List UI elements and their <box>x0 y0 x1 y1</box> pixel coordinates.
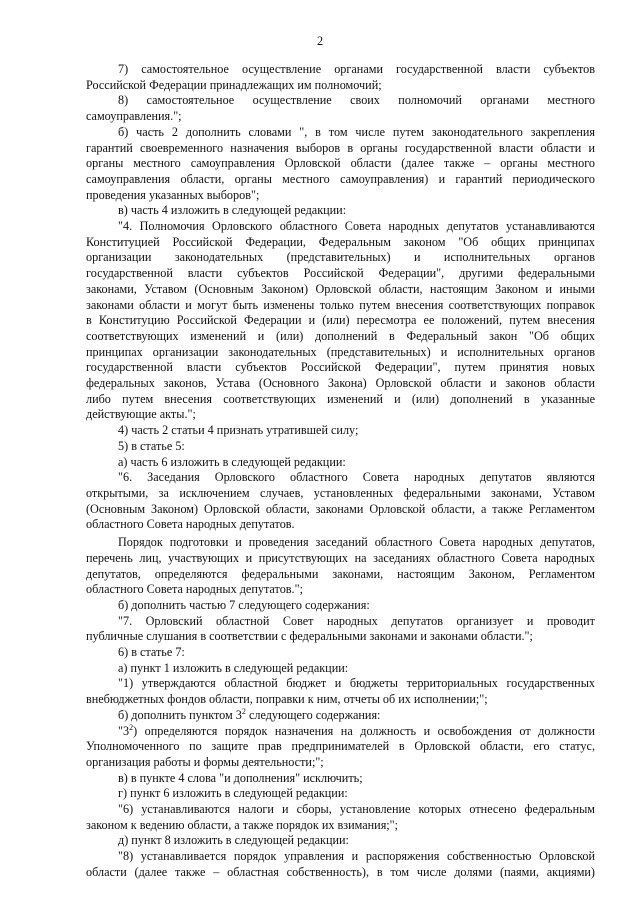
text-segment: (Основным Законом) Орловской области, законами Орловской области, а также Регламентом <box>86 501 595 516</box>
text-line <box>86 676 595 692</box>
text-segment: законом к ведению области, а также порядок их взимания;"; <box>86 817 399 832</box>
text-segment: законами области и могут быть изменены только путем внесения соответствующих поправок <box>86 297 595 312</box>
text-line <box>86 93 595 109</box>
text-line <box>86 645 595 661</box>
text-line <box>86 486 595 502</box>
text-line <box>86 141 595 157</box>
text-segment: организации законодательных (представительных) и исполнительных органов <box>86 250 595 265</box>
text-segment: 6) в статье 7: <box>118 645 185 660</box>
text-line <box>86 407 595 423</box>
text-line <box>86 392 595 408</box>
text-segment: организация работы и формы деятельности;"; <box>86 754 324 769</box>
text-segment: публичные слушания в соответствии с федеральными законами и законами области."; <box>86 629 533 644</box>
text-segment: областного Совета народных депутатов."; <box>86 582 303 597</box>
text-segment: "8) устанавливается порядок управления и распоряжения собственностью Орловской <box>118 849 595 864</box>
text-line <box>86 598 595 614</box>
text-line <box>86 755 595 771</box>
text-segment: перечень лиц, участвующих и присутствующих на заседаниях областного Совета народных <box>86 550 595 565</box>
text-line <box>86 470 595 486</box>
text-line <box>86 266 595 282</box>
text-line <box>86 439 595 455</box>
text-segment: "6. Заседания Орловского областного Совета народных депутатов являются <box>118 470 595 485</box>
text-line <box>86 78 595 94</box>
text-segment: ) определяются порядок назначения на должность и освобождения от должности <box>133 723 595 738</box>
text-line <box>86 203 595 219</box>
text-segment: в) часть 4 изложить в следующей редакции: <box>118 203 347 218</box>
text-line <box>86 282 595 298</box>
text-line <box>86 423 595 439</box>
text-segment: в) в пункте 4 слова "и дополнения" исключить; <box>118 770 363 785</box>
text-segment: в Конституцию Российской Федерации и (или) пересмотра ее положений, путем внесения <box>86 313 595 328</box>
text-segment: Уполномоченного по защите прав предпринимателей в Орловской области, его статус, <box>86 739 595 754</box>
text-line <box>86 818 595 834</box>
text-line <box>86 360 595 376</box>
text-segment: внебюджетных фондов области, поправки к ним, отчеты об их исполнении;"; <box>86 692 488 707</box>
text-line <box>86 739 595 755</box>
superscript: 2 <box>241 707 246 716</box>
page-number: 2 <box>316 34 324 48</box>
text-line <box>86 250 595 266</box>
text-line <box>86 614 595 630</box>
text-segment: соответствующих изменений и (или) дополнений в Федеральный закон "Об общих <box>86 328 595 343</box>
text-segment: самоуправления."; <box>86 109 182 124</box>
text-line <box>86 567 595 583</box>
text-segment: а) часть 6 изложить в следующей редакции: <box>118 454 346 469</box>
text-segment: 4) часть 2 статьи 4 признать утратившей силу; <box>118 423 359 438</box>
text-segment: Конституцией Российской Федерации, Федеральным законом "Об общих принципах <box>86 234 595 249</box>
text-line <box>86 535 595 551</box>
text-segment: депутатов, определяются федеральными законами, настоящим Законом, Регламентом <box>86 566 595 581</box>
text-segment: органы местного самоуправления Орловской области (далее также – органы местного <box>86 156 595 171</box>
text-line <box>86 345 595 361</box>
text-segment: "1) утверждаются областной бюджет и бюджеты территориальных государственных <box>118 676 595 691</box>
text-line <box>86 455 595 471</box>
text-segment: либо путем внесения соответствующих изменений и (или) дополнений в указанные <box>86 391 595 406</box>
text-segment: б) дополнить пунктом 3 <box>118 707 242 722</box>
text-segment: федеральных законов, Устава (Основного Закона) Орловской области и законов области <box>86 376 595 391</box>
text-line <box>86 188 595 204</box>
text-segment: самоуправления области, органы местного самоуправления) и гарантий периодического <box>86 171 595 186</box>
text-segment: "3 <box>118 723 130 738</box>
text-segment: проведения указанных выборов"; <box>86 187 260 202</box>
text-line <box>86 235 595 251</box>
text-segment: Порядок подготовки и проведения заседаний областного Совета народных депутатов, <box>118 535 595 550</box>
text-segment: действующие акты."; <box>86 407 196 422</box>
text-line <box>86 802 595 818</box>
text-segment: государственной власти субъектов Российской Федерации", другими федеральными <box>86 266 595 281</box>
text-line <box>86 771 595 787</box>
text-segment: 8) самостоятельное осуществление своих полномочий органами местного <box>118 93 595 108</box>
text-segment: а) пункт 1 изложить в следующей редакции: <box>118 660 349 675</box>
text-line <box>86 692 595 708</box>
text-segment: областного Совета народных депутатов. <box>86 517 295 532</box>
text-line <box>86 865 595 881</box>
text-segment: б) часть 2 дополнить словами ", в том числе путем законодательного закрепления <box>118 124 595 139</box>
text-segment: "6) устанавливаются налоги и сборы, установление которых отнесено федеральным <box>118 802 595 817</box>
text-line <box>86 849 595 865</box>
text-segment: "4. Полномочия Орловского областного Совета народных депутатов устанавливаются <box>118 219 595 234</box>
text-line <box>86 661 595 677</box>
text-line <box>86 376 595 392</box>
text-line <box>86 551 595 567</box>
text-segment: 7) самостоятельное осуществление органами государственной власти субъектов <box>118 62 595 76</box>
text-line <box>86 298 595 314</box>
text-line <box>86 329 595 345</box>
text-segment: б) дополнить частью 7 следующего содержания: <box>118 597 370 612</box>
text-segment: государственной власти субъектов Российской Федерации", путем принятия новых <box>86 360 595 375</box>
text-line <box>86 629 595 645</box>
text-line <box>86 582 595 598</box>
text-line <box>86 517 595 533</box>
text-segment: Российской Федерации принадлежащих им полномочий; <box>86 77 382 92</box>
text-segment: гарантий своевременного назначения выборов в органы государственной власти области и <box>86 140 595 155</box>
text-line <box>86 62 595 78</box>
text-line <box>86 786 595 802</box>
text-line <box>86 156 595 172</box>
text-segment: "7. Орловский областной Совет народных депутатов организует и проводит <box>118 613 595 628</box>
text-line <box>86 708 595 724</box>
text-line <box>86 109 595 125</box>
text-segment: г) пункт 6 изложить в следующей редакции: <box>118 786 348 801</box>
document-body <box>86 62 595 881</box>
text-line <box>86 724 595 740</box>
text-segment: д) пункт 8 изложить в следующей редакции: <box>118 833 349 848</box>
text-segment: открытыми, за исключением случаев, установленных федеральными законами, Уставом <box>86 485 595 500</box>
text-segment: 5) в статье 5: <box>118 438 185 453</box>
text-segment: области (далее также – областная собственность), в том числе долями (паями, акциями) <box>86 864 595 879</box>
text-line <box>86 219 595 235</box>
text-line <box>86 313 595 329</box>
text-line <box>86 833 595 849</box>
superscript: 2 <box>129 723 134 732</box>
text-segment: следующего содержания: <box>245 707 381 722</box>
text-line <box>86 125 595 141</box>
text-line <box>86 172 595 188</box>
text-line <box>86 502 595 518</box>
text-segment: законами, Уставом (Основным Законом) Орловской области, настоящим Законом и иными <box>86 281 595 296</box>
text-segment: принципах организации законодательных (представительных) и исполнительных органов <box>86 344 595 359</box>
